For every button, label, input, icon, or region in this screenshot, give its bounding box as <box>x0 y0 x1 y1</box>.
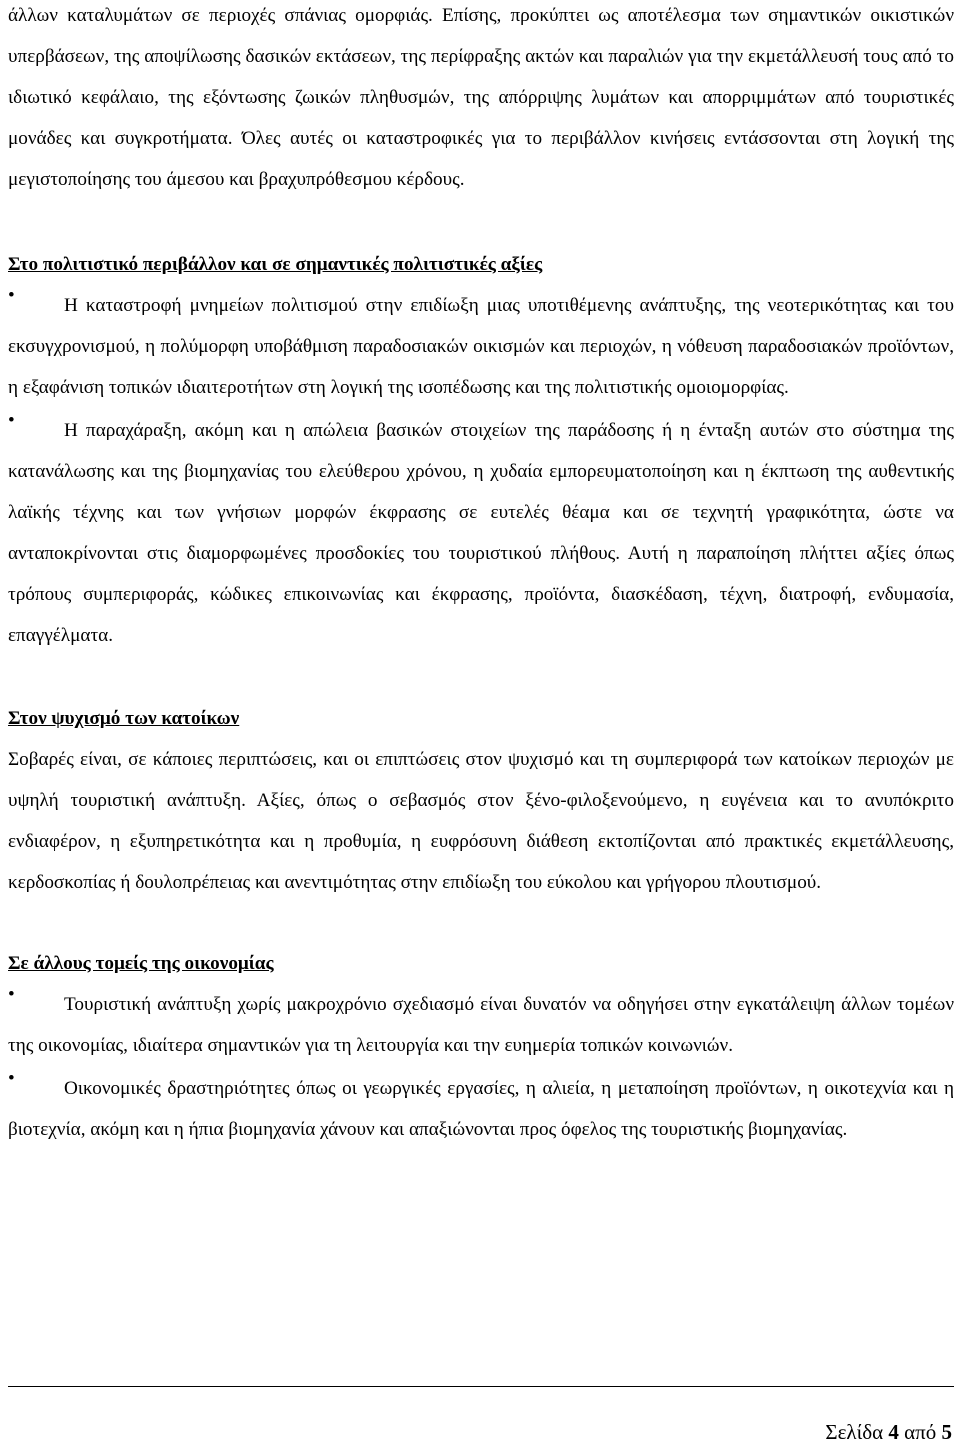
list-item <box>8 410 954 656</box>
intro-paragraph: άλλων καταλυμάτων σε περιοχές σπάνιας ομορφιάς. Επίσης, προκύπτει ως αποτέλεσμα των σημαντικών οικιστικών υπερβάσεων, της αποψίλωσης δασικών εκτάσεων, της περίφραξης ακτών και παραλιών για την εκμετάλλευσή τους από το ιδιωτικό κεφάλαιο, της εξόντωσης ζωικών πληθυσμών, της απόρριψης λυμάτων και απορριμμάτων από τουριστικές μονάδες και συγκροτήματα. Όλες αυτές οι καταστροφικές για το περιβάλλον κινήσεις εντάσσονται στη λογική της μεγιστοποίησης του άμεσου και βραχυπρόθεσμου κέρδους. <box>8 5 954 190</box>
bullet-glyph: • <box>8 410 15 431</box>
of-label: από <box>904 1420 937 1444</box>
page-label: Σελίδα <box>825 1420 884 1444</box>
section-heading-psyche: Στον ψυχισμό των κατοίκων <box>8 708 240 729</box>
list-item <box>8 1068 954 1150</box>
document-page <box>8 0 954 1150</box>
page-footer <box>825 1418 952 1446</box>
bullet-text: Οικονομικές δραστηριότητες όπως οι γεωργικές εργασίες, η αλιεία, η μεταποίηση προϊόντων, η οικοτεχνία και η βιοτεχνία, ακόμη και η ήπια βιομηχανία χάνουν και απαξιώνονται προς όφελος της τουριστικής βιομηχανίας. <box>8 1078 954 1140</box>
total-pages-number: 5 <box>941 1420 952 1444</box>
footer-divider <box>8 1386 954 1387</box>
current-page-number: 4 <box>888 1420 899 1444</box>
psyche-paragraph: Σοβαρές είναι, σε κάποιες περιπτώσεις, και οι επιπτώσεις στον ψυχισμό και τη συμπεριφορά των κατοίκων περιοχών με υψηλή τουριστική ανάπτυξη. Αξίες, όπως ο σεβασμός στον ξένο-φιλοξενούμενο, η ευγένεια και το ανυπόκριτο ενδιαφέρον, η εξυπηρετικότητα και η προθυμία, η ευφρόσυνη διάθεση εκτοπίζονται από πρακτικές εκμετάλλευσης, κερδοσκοπίας ή δουλοπρέπειας και ανεντιμότητας στην επιδίωξη του εύκολου και γρήγορου πλουτισμού. <box>8 749 954 893</box>
section-heading-economy: Σε άλλους τομείς της οικονομίας <box>8 953 274 974</box>
section-heading-cultural: Στο πολιτιστικό περιβάλλον και σε σημαντικές πολιτιστικές αξίες <box>8 254 543 275</box>
bullet-text: Τουριστική ανάπτυξη χωρίς μακροχρόνιο σχεδιασμό είναι δυνατόν να οδηγήσει στην εγκατάλειψη άλλων τομέων της οικονομίας, ιδιαίτερα σημαντικών για τη λειτουργία και την ευημερία τοπικών κοινωνιών. <box>8 994 954 1056</box>
bullet-glyph: • <box>8 984 15 1005</box>
list-item <box>8 285 954 408</box>
list-item <box>8 984 954 1066</box>
bullet-glyph: • <box>8 285 15 306</box>
bullet-glyph: • <box>8 1068 15 1089</box>
bullet-text: Η παραχάραξη, ακόμη και η απώλεια βασικών στοιχείων της παράδοσης ή η ένταξη αυτών στο σύστημα της κατανάλωσης και της βιομηχανίας του ελεύθερου χρόνου, η χυδαία εμπορευματοποίηση και η έκπτωση της αυθεντικής λαϊκής τέχνης και των γνήσιων μορφών έκφρασης σε ευτελές θέαμα και σε τεχνητή γραφικότητα, ώστε να ανταποκρίνονται στις διαμορφωμένες προσδοκίες του τουριστικού πλήθους. Αυτή η παραποίηση πλήττει αξίες όπως τρόπους συμπεριφοράς, κώδικες επικοινωνίας και έκφρασης, προϊόντα, διασκέδαση, τέχνη, διατροφή, ενδυμασία, επαγγέλματα. <box>8 420 954 646</box>
bullet-text: Η καταστροφή μνημείων πολιτισμού στην επιδίωξη μιας υποτιθέμενης ανάπτυξης, της νεοτερικότητας και του εκσυγχρονισμού, η πολύμορφη υποβάθμιση παραδοσιακών οικισμών και περιοχών, η νόθευση παραδοσιακών προϊόντων, η εξαφάνιση τοπικών ιδιαιτεροτήτων στη λογική της ισοπέδωσης και της πολιτιστικής ομοιομορφίας. <box>8 295 954 398</box>
